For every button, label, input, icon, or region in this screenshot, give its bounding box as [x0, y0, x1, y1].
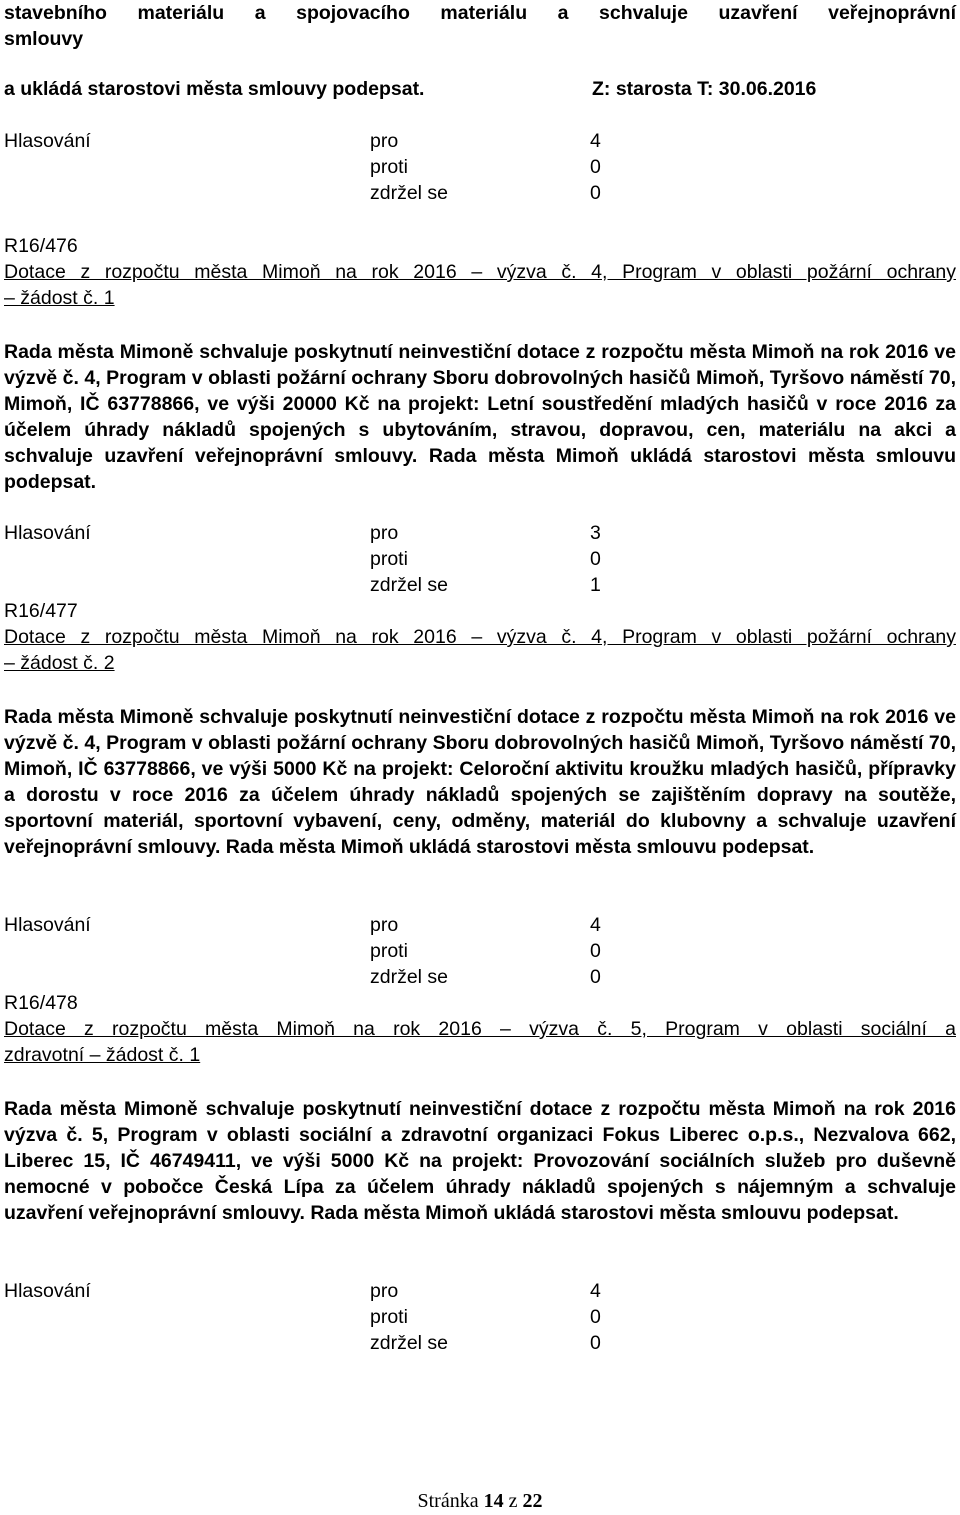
vote-label-pro: pro: [370, 914, 399, 936]
tail-instruction: a ukládá starostovi města smlouvy podepsat.: [4, 78, 425, 100]
resolution-subject-line-2: – žádost č. 2: [4, 652, 115, 674]
vote-heading: Hlasování: [4, 130, 91, 152]
vote-row-proti: [4, 546, 704, 572]
vote-label-proti: proti: [370, 156, 408, 178]
resolution-id: R16/477: [4, 600, 78, 622]
footer-page-total: 22: [522, 1490, 543, 1512]
vote-label-zdrzel: zdržel se: [370, 182, 449, 204]
vote-row-proti: [4, 154, 704, 180]
resolution-header: [4, 598, 956, 676]
resolution-subject-line-1: Dotace z rozpočtu města Mimoň na rok 2016 – výzva č. 5, Program v oblasti sociální a: [4, 1018, 956, 1040]
vote-value-zdrzel: 0: [590, 182, 601, 204]
resolution-subject-line-1: Dotace z rozpočtu města Mimoň na rok 2016 – výzva č. 4, Program v oblasti požární ochrany: [4, 626, 956, 648]
vote-row-pro: [4, 1278, 704, 1304]
vote-value-proti: 0: [590, 1306, 601, 1328]
resolution-subject-line-2: zdravotní – žádost č. 1: [4, 1044, 201, 1066]
vote-row-proti: [4, 938, 704, 964]
resolution-text: Rada města Mimoně schvaluje poskytnutí neinvestiční dotace z rozpočtu města Mimoň na rok 2016 ve výzvě č. 4, Program v oblasti požární ochrany Sboru dobrovolných hasičů Mimoň, Tyršovo náměstí 70, Mimoň, IČ 63778866, ve výši 5000 Kč na projekt: Celoroční aktivitu kroužku mladých hasičů, přípravky a dorostu v roce 2016 za účelem úhrady nákladů spojených se zajištěním dopravy na soutěže, sportovní materiál, sportovní vybavení, ceny, odměny, materiál do klubovny a schvaluje uzavření veřejnoprávní smlouvy. Rada města Mimoň ukládá starostovi města smlouvu podepsat.: [4, 706, 956, 858]
resolution-header: [4, 233, 956, 311]
vote-label-pro: pro: [370, 522, 399, 544]
vote-label-zdrzel: zdržel se: [370, 574, 449, 596]
resolution-subject-line-1: Dotace z rozpočtu města Mimoň na rok 2016 – výzva č. 4, Program v oblasti požární ochrany: [4, 261, 956, 283]
footer-of: z: [508, 1490, 518, 1512]
vote-label-proti: proti: [370, 940, 408, 962]
vote-label-proti: proti: [370, 1306, 408, 1328]
vote-value-pro: 4: [590, 1280, 601, 1302]
vote-heading: Hlasování: [4, 522, 91, 544]
vote-value-pro: 4: [590, 914, 601, 936]
vote-value-pro: 4: [590, 130, 601, 152]
vote-row-pro: [4, 128, 704, 154]
vote-row-zdrzel: [4, 964, 704, 990]
vote-value-pro: 3: [590, 522, 601, 544]
vote-label-zdrzel: zdržel se: [370, 1332, 449, 1354]
resolution-id: R16/476: [4, 235, 78, 257]
vote-row-zdrzel: [4, 572, 704, 598]
vote-label-pro: pro: [370, 1280, 399, 1302]
vote-heading: Hlasování: [4, 1280, 91, 1302]
vote-value-zdrzel: 0: [590, 1332, 601, 1354]
resolution-subject-line-2: – žádost č. 1: [4, 287, 115, 309]
vote-heading: Hlasování: [4, 914, 91, 936]
vote-label-proti: proti: [370, 548, 408, 570]
vote-value-zdrzel: 0: [590, 966, 601, 988]
tail-line-2: smlouvy: [4, 28, 84, 50]
page-footer: [0, 1490, 960, 1513]
vote-row-pro: [4, 520, 704, 546]
vote-value-zdrzel: 1: [590, 574, 601, 596]
tail-line-3: [4, 76, 956, 102]
resolution-id: R16/478: [4, 992, 78, 1014]
vote-label-zdrzel: zdržel se: [370, 966, 449, 988]
footer-prefix: Stránka: [417, 1490, 479, 1512]
deadline-note: Z: starosta T: 30.06.2016: [592, 78, 817, 100]
vote-row-pro: [4, 912, 704, 938]
vote-row-proti: [4, 1304, 704, 1330]
resolution-text: Rada města Mimoně schvaluje poskytnutí neinvestiční dotace z rozpočtu města Mimoň na rok 2016 ve výzvě č. 4, Program v oblasti požární ochrany Sboru dobrovolných hasičů Mimoň, Tyršovo náměstí 70, Mimoň, IČ 63778866, ve výši 20000 Kč na projekt: Letní soustředění mladých hasičů v roce 2016 za účelem úhrady nákladů spojených s ubytováním, stravou, dopravou, cen, materiálu na akci a schvaluje uzavření veřejnoprávní smlouvy. Rada města Mimoň ukládá starostovi města smlouvu podepsat.: [4, 341, 956, 493]
previous-resolution-tail: [4, 0, 956, 52]
vote-value-proti: 0: [590, 156, 601, 178]
vote-label-pro: pro: [370, 130, 399, 152]
vote-row-zdrzel: [4, 180, 704, 206]
vote-value-proti: 0: [590, 940, 601, 962]
vote-value-proti: 0: [590, 548, 601, 570]
resolution-text: Rada města Mimoně schvaluje poskytnutí neinvestiční dotace z rozpočtu města Mimoň na rok 2016 výzva č. 5, Program v oblasti sociální a zdravotní organizaci Fokus Liberec o.p.s., Nezvalova 662, Liberec 15, IČ 46749411, ve výši 5000 Kč na projekt: Provozování sociálních služeb pro duševně nemocné v pobočce Česká Lípa za účelem úhrady nákladů spojených s nájemným a schvaluje uzavření veřejnoprávní smlouvy. Rada města Mimoň ukládá starostovi města smlouvu podepsat.: [4, 1098, 956, 1224]
vote-row-zdrzel: [4, 1330, 704, 1356]
resolution-header: [4, 990, 956, 1068]
tail-line-1: stavebního materiálu a spojovacího materiálu a schvaluje uzavření veřejnoprávní: [4, 2, 956, 24]
footer-page-number: 14: [483, 1490, 504, 1512]
